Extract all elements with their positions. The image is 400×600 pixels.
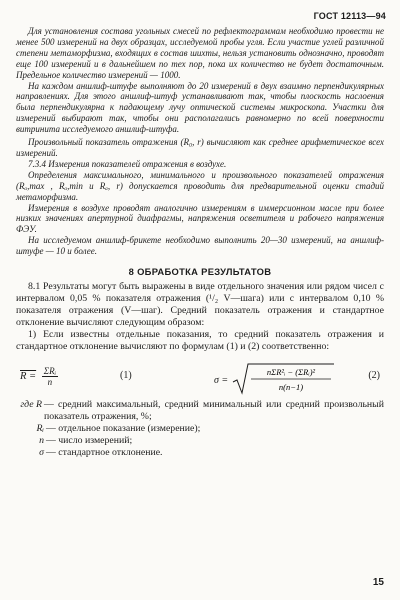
formula-numerator: ΣRᵢ	[43, 366, 57, 377]
definition-item	[16, 423, 384, 435]
definition-item	[16, 447, 384, 459]
definition-item	[10, 399, 384, 423]
sqrt-icon	[231, 362, 335, 399]
definition-item	[16, 435, 384, 447]
definition-symbol: σ	[39, 447, 44, 459]
radical-sign	[231, 362, 335, 396]
formula-fraction	[42, 366, 58, 387]
paragraph: 8.1 Результаты могут быть выражены в виде отдельного значения или рядом чисел с интервалом 0,05 % показателя отражения (¹/₂ V—шага) или с интервалом 0,10 % показателя отражения (V—шаг). Средний показатель отражения и стандартное отклонение вычисляют следующим образом:	[16, 281, 384, 329]
paragraph: На каждом аншлиф-штуфе выполняют до 20 измерений в двух взаимно перпендикулярных направлениях. Для этого аншлиф-штуф устанавливают так, чтобы плоскость наслоения была перпендикулярна к падающему лучу оптической системы микроскопа. Участки для измерений выбирают так, чтобы они располагались равномерно по всей поверхности витринита исследуемого аншлиф-штуфа.	[16, 80, 384, 135]
formula-row	[16, 357, 384, 399]
definition-text: — число измерений;	[46, 435, 133, 447]
paragraph: Произвольный показатель отражения (R₀, r) вычисляют как среднее арифметическое всех измерений.	[16, 137, 384, 158]
paragraph: Определения максимального, минимального и произвольного показателей отражения (Rₐ,max , Rₐ,min и Rₐ, r) допускается проводить для предварительной оценки стадий метаморфизма.	[16, 169, 384, 202]
formula-mean	[20, 366, 58, 387]
definition-symbol: Rᵢ	[36, 423, 44, 435]
subsection-heading: 7.3.4 Измерения показателей отражения в воздухе.	[28, 158, 227, 169]
formula-lhs: σ =	[214, 374, 229, 386]
formula-denominator: n	[47, 377, 53, 388]
equation-number: (1)	[120, 370, 132, 382]
page-content	[16, 26, 384, 459]
definition-symbol: n	[39, 435, 44, 447]
paragraph: Измерения в воздухе проводят аналогично измерениям в иммерсионном масле при более низких значениях апертурной диафрагмы, напряжения осветителя и рабочего напряжения ФЭУ.	[16, 202, 384, 235]
paragraph: На исследуемом аншлиф-брикете необходимо выполнить 20—30 измерений, на аншлиф-штуфе — 10 и более.	[16, 235, 384, 257]
definition-text: — отдельное показание (измерение);	[46, 423, 201, 435]
formula-denominator: n(n−1)	[278, 382, 303, 393]
paragraph: 1) Если известны отдельные показания, то средний показатель отражения и стандартное отклонение вычисляют по формулам (1) и (2) соответственно:	[16, 329, 384, 353]
definition-text: — стандартное отклонение.	[46, 447, 163, 459]
formula-std-dev	[214, 362, 335, 399]
paragraph: Для установления состава угольных смесей по рефлектограммам необходимо провести не менее 500 измерений на двух образцах, исследуемой пробы угля. Если участие углей различной степени метаморфизма, входящих в состав шихты, нельзя установить однозначно, проводят еще 100 измерений и в дальнейшем по тех пор, пока их количество не будет достаточным. Предельное количество измерений — 1000.	[16, 26, 384, 80]
page-number: 15	[372, 577, 384, 588]
definition-text: — средний максимальный, средний минимальный или средний произвольный показатель отражения, %;	[44, 399, 384, 423]
document-header: ГОСТ 12113—94	[313, 11, 386, 21]
formula-numerator: nΣR²ᵢ − (ΣRᵢ)²	[266, 367, 315, 378]
equation-number: (2)	[368, 370, 380, 382]
section-title: 8 ОБРАБОТКА РЕЗУЛЬТАТОВ	[128, 266, 272, 278]
formula-lhs: R =	[20, 370, 37, 382]
definition-symbol: где R	[20, 399, 42, 411]
